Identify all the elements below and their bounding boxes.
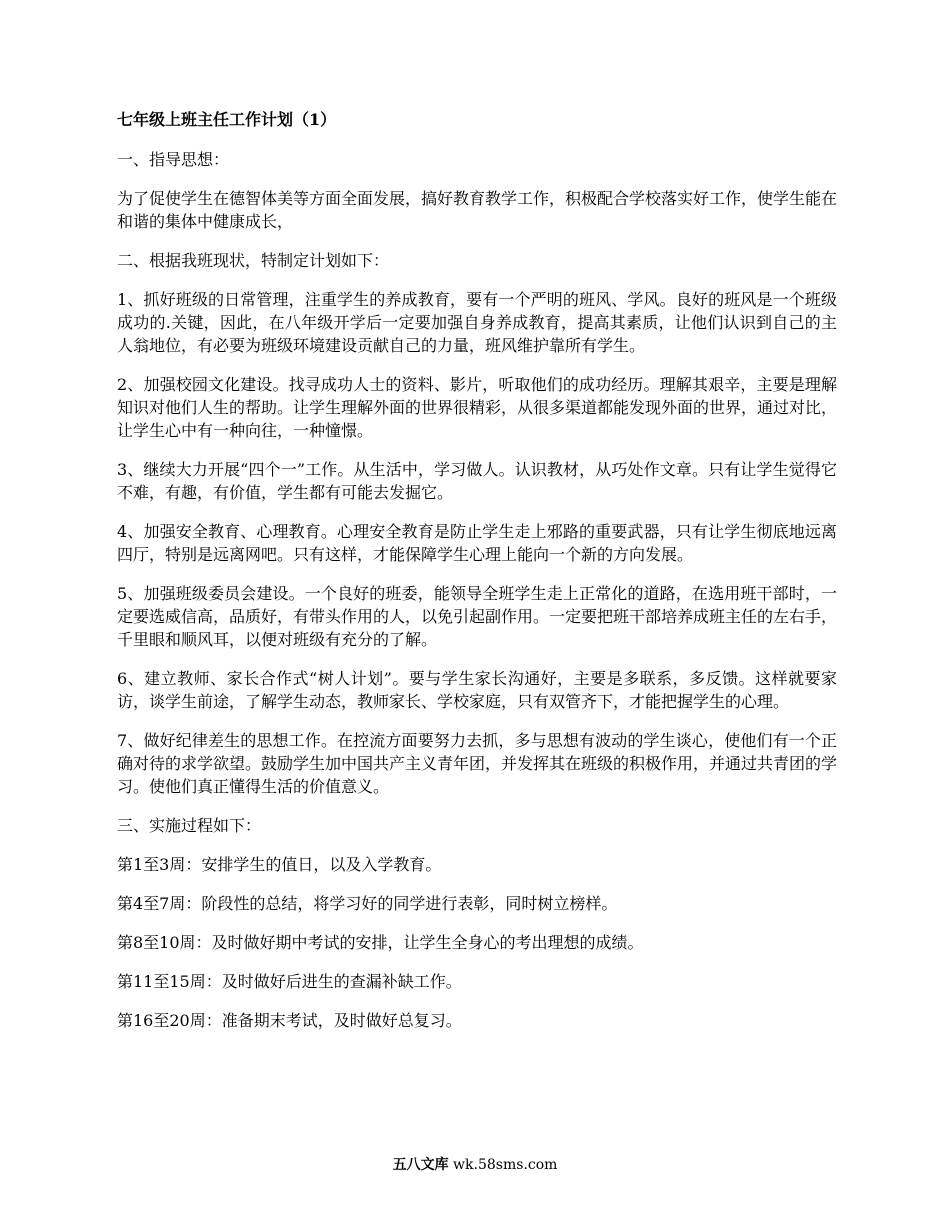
section-heading-plan: 二、根据我班现状，特制定计划如下： [117,251,390,270]
paragraph-item-1: 1、抓好班级的日常管理，注重学生的养成教育，要有一个严明的班风、学风。良好的班风是一个班级成功的.关键，因此，在八年级开学后一定要加强自身养成教育，提高其素质，让他们认识到自己的主人翁地位，有必要为班级环境建设贡献自己的力量，班风维护靠所有学生。 [117,290,837,355]
paragraph-item-6: 6、建立教师、家长合作式“树人计划”。要与学生家长沟通好，主要是多联系，多反馈。这样就要家访，谈学生前途，了解学生动态，教师家长、学校家庭，只有双管齐下，才能把握学生的心理。 [117,669,837,711]
schedule-item: 第8至10周：及时做好期中考试的安排，让学生全身心的考出理想的成绩。 [117,933,644,952]
paragraph-item-2: 2、加强校园文化建设。找寻成功人士的资料、影片，听取他们的成功经历。理解其艰辛，主要是理解知识对他们人生的帮助。让学生理解外面的世界很精彩，从很多渠道都能发现外面的世界，通过对比，让学生心中有一种向往，一种憧憬。 [117,375,838,440]
schedule-item: 第4至7周：阶段性的总结，将学习好的同学进行表彰，同时树立榜样。 [117,894,618,913]
document-title: 七年级上班主任工作计划（1） [117,110,337,129]
document-body [117,108,837,1048]
paragraph-item-5: 5、加强班级委员会建设。一个良好的班委，能领导全班学生走上正常化的道路，在选用班干部时，一定要选威信高，品质好，有带头作用的人，以免引起副作用。一定要把班干部培养成班主任的左右手，千里眼和顺风耳，以便对班级有充分的了解。 [117,584,838,649]
paragraph: 为了促使学生在德智体美等方面全面发展，搞好教育教学工作，积极配合学校落实好工作，使学生能在和谐的集体中健康成长， [117,189,838,231]
paragraph-item-4: 4、加强安全教育、心理教育。心理安全教育是防止学生走上邪路的重要武器，只有让学生彻底地远离四厅，特别是远离网吧。只有这样，才能保障学生心理上能向一个新的方向发展。 [117,522,837,564]
paragraph-item-3: 3、继续大力开展“四个一”工作。从生活中，学习做人。认识教材，从巧处作文章。只有让学生觉得它不难，有趣，有价值，学生都有可能去发掘它。 [117,460,837,502]
schedule-item: 第1至3周：安排学生的值日，以及入学教育。 [117,855,442,874]
page-footer [0,1155,950,1175]
footer-site-link[interactable]: wk.58sms.com [453,1157,558,1173]
schedule-item: 第11至15周：及时做好后进生的查漏补缺工作。 [117,972,462,991]
schedule-item: 第16至20周：准备期末考试，及时做好总复习。 [117,1011,462,1030]
section-heading-implementation: 三、实施过程如下： [117,816,262,835]
paragraph-item-7: 7、做好纪律差生的思想工作。在控流方面要努力去抓，多与思想有波动的学生谈心，使他们有一个正确对待的求学欲望。鼓励学生加中国共产主义青年团，并发挥其在班级的积极作用，并通过共青团的学习。使他们真正懂得生活的价值意义。 [117,731,838,796]
footer-brand: 五八文库 [392,1157,449,1173]
section-heading-guiding-ideology: 一、指导思想： [117,150,230,169]
